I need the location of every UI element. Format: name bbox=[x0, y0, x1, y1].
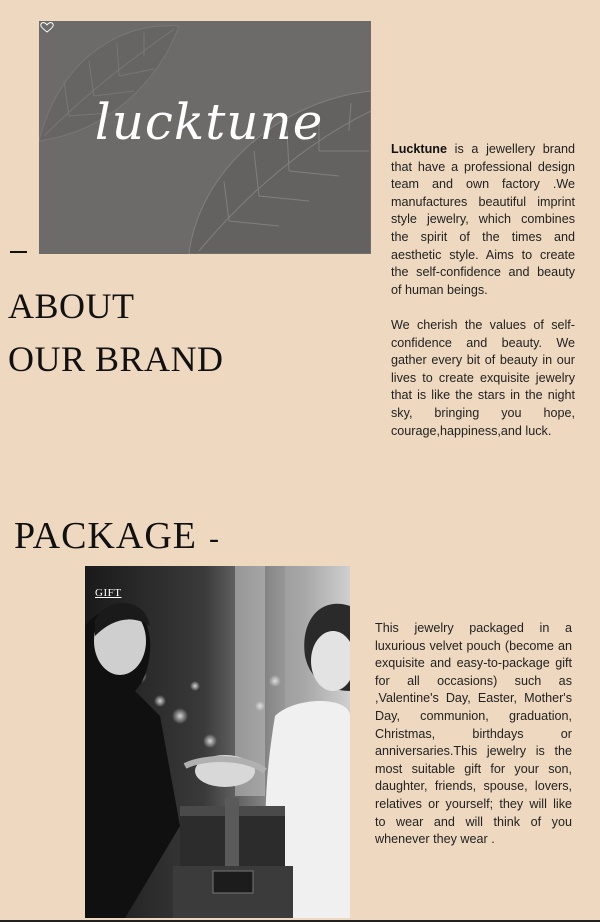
about-heading-line1: ABOUT bbox=[8, 286, 135, 326]
package-heading-dash: - bbox=[208, 522, 219, 555]
brand-logo: lucktune bbox=[94, 93, 324, 151]
brand-name: Lucktune bbox=[391, 142, 447, 156]
brand-paragraph-1 bbox=[391, 141, 575, 299]
brand-description bbox=[391, 141, 575, 440]
package-description bbox=[375, 620, 572, 849]
about-heading bbox=[8, 280, 224, 386]
about-heading-line2: OUR BRAND bbox=[8, 339, 224, 379]
gift-label: GIFT bbox=[95, 587, 122, 599]
gift-photo bbox=[85, 566, 350, 918]
package-heading-text: PACKAGE bbox=[14, 515, 197, 557]
heart-icon bbox=[39, 21, 55, 33]
brand-logo-panel bbox=[39, 21, 371, 254]
section-dash bbox=[10, 251, 27, 253]
brand-paragraph-1-text: is a jewellery brand that have a professional design team and own factory .We manufactures beautiful imprint style jewelry, which combines the spirit of the times and aesthetic style. Aims to create the self-confidence and beauty of human beings. bbox=[391, 142, 575, 297]
couple-photo-image bbox=[85, 566, 350, 918]
package-paragraph: This jewelry packaged in a luxurious velvet pouch (become an exquisite and easy-to-package gift for all occasions) such as ,Valentine's Day, Easter, Mother's Day, communion, graduation, Christmas, birthdays or anniversaries.This jewelry is the most suitable gift for your son, daughter, friends, spouse, lovers, relatives or yourself; they will like to wear and will think of you whenever they wear . bbox=[375, 621, 572, 847]
brand-paragraph-2: We cherish the values of self-confidence and beauty. We gather every bit of beauty in our lives to create exquisite jewelry that is like the stars in the night sky, bringing you hope, courage,happiness,and luck. bbox=[391, 317, 575, 438]
package-heading bbox=[14, 512, 219, 563]
